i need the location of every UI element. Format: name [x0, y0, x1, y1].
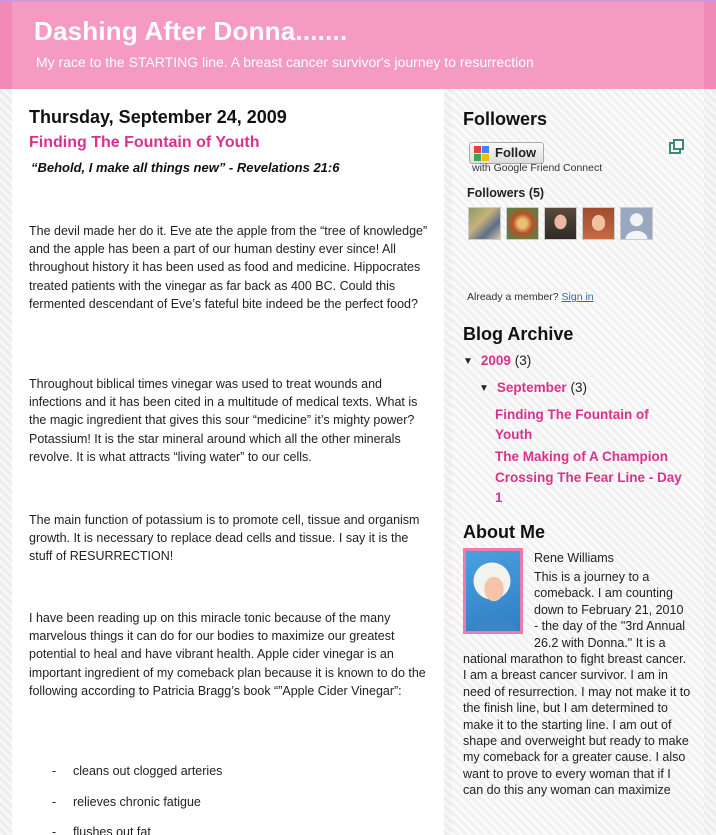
post-paragraph: Throughout biblical times vinegar was used to treat wounds and infections and it has been cited in a multitude of medical texts. What is the magic ingredient that gives this sour “medicine” it’s mighty power? Potassium! It is the star mineral around which all the other minerals revolve. It is what attracts “living water” to our cells. — [29, 377, 418, 464]
already-member-text: Already a member? — [467, 291, 559, 303]
follower-avatar[interactable] — [468, 207, 501, 240]
archive-year-count: (3) — [514, 353, 532, 368]
list-item — [52, 764, 222, 778]
google-icon — [474, 146, 489, 161]
blog-description: My race to the STARTING line. A breast cancer survivor's journey to resurrection — [36, 54, 534, 70]
popout-icon[interactable] — [669, 142, 681, 154]
post-title[interactable]: Finding The Fountain of Youth — [29, 134, 260, 151]
follower-avatar[interactable] — [544, 207, 577, 240]
blog-title[interactable]: Dashing After Donna....... — [34, 16, 348, 46]
expand-toggle-icon[interactable]: ▼ — [463, 356, 473, 367]
archive-post-link[interactable]: The Making of A Champion — [495, 449, 668, 464]
about-bio — [463, 569, 691, 799]
follower-avatar[interactable] — [582, 207, 615, 240]
archive-post-link[interactable]: Finding The Fountain of Youth — [495, 407, 649, 442]
archive-year-row — [463, 353, 531, 368]
blog-header — [0, 0, 716, 89]
about-heading: About Me — [463, 522, 545, 542]
gfc-text: with Google Friend Connect — [472, 162, 603, 174]
about-bio-text: This is a journey to a comeback. I am counting down to February 21, 2010 - the day of the "3rd Annual 26.2 with Donna." It is a national marathon to fight breast cancer. I am a breast cancer survivor. I am in need of resurrection. I may not make it to the finish line, but I am determined to make it to the starting line. I am out of shape and overweight but ready to make my comeback for a greater cause. I also want to prove to every woman that if I can do this any woman can maximize — [463, 570, 691, 798]
photo-spacer — [463, 569, 534, 644]
already-member — [467, 291, 594, 303]
expand-toggle-icon[interactable]: ▼ — [479, 383, 489, 394]
bullet-marker: - — [52, 764, 57, 778]
follow-label: Follow — [495, 145, 537, 160]
archive-month-link[interactable]: September — [496, 380, 567, 395]
sign-in-link[interactable]: Sign in — [561, 291, 594, 303]
bullet-marker: - — [52, 825, 57, 835]
bullet-marker: - — [52, 795, 57, 809]
list-item-text: relieves chronic fatigue — [73, 795, 201, 809]
follow-button[interactable] — [469, 142, 544, 164]
archive-month-row — [479, 380, 587, 395]
post-paragraph: The main function of potassium is to promote cell, tissue and organism growth. It is necessary to replace dead cells and tissue. I say it is the stuff of RESURRECTION! — [29, 513, 420, 564]
archive-post-link[interactable]: Crossing The Fear Line - Day 1 — [495, 470, 682, 505]
archive-heading: Blog Archive — [463, 324, 574, 344]
list-item-text: cleans out clogged arteries — [73, 764, 223, 778]
list-item-text: flushes out fat — [73, 825, 151, 835]
followers-count: Followers (5) — [467, 186, 545, 200]
post-paragraph: The devil made her do it. Eve ate the apple from the “tree of knowledge” and the apple has been a part of our human destiny ever since! All throughout history it has been used as food and medicine. Hippocrates treated patients with the vinegar as far back as 400 BC. Could this fermented descendant of Eve’s fateful bite indeed be the perfect food? — [29, 224, 428, 311]
follower-avatar[interactable] — [506, 207, 539, 240]
post-verse: “Behold, I make all things new” - Revelations 21:6 — [31, 160, 340, 175]
profile-name[interactable]: Rene Williams — [534, 551, 614, 565]
follower-avatar-default[interactable] — [620, 207, 653, 240]
list-item — [52, 825, 151, 835]
post-date: Thursday, September 24, 2009 — [29, 107, 287, 127]
header-banner — [12, 2, 704, 91]
archive-month-count: (3) — [570, 380, 587, 395]
list-item — [52, 795, 201, 809]
post-paragraph: I have been reading up on this miracle tonic because of the many marvelous things it can do for our bodies to maximize our greatest potential to heal and have vibrant health. Apple cider vinegar is an important ingredient of my comeback plan because it is known to do the following according to Patricia Bragg’s book “”Apple Cider Vinegar”: — [29, 611, 426, 698]
followers-heading: Followers — [463, 109, 548, 129]
archive-year-link[interactable]: 2009 — [480, 353, 511, 368]
